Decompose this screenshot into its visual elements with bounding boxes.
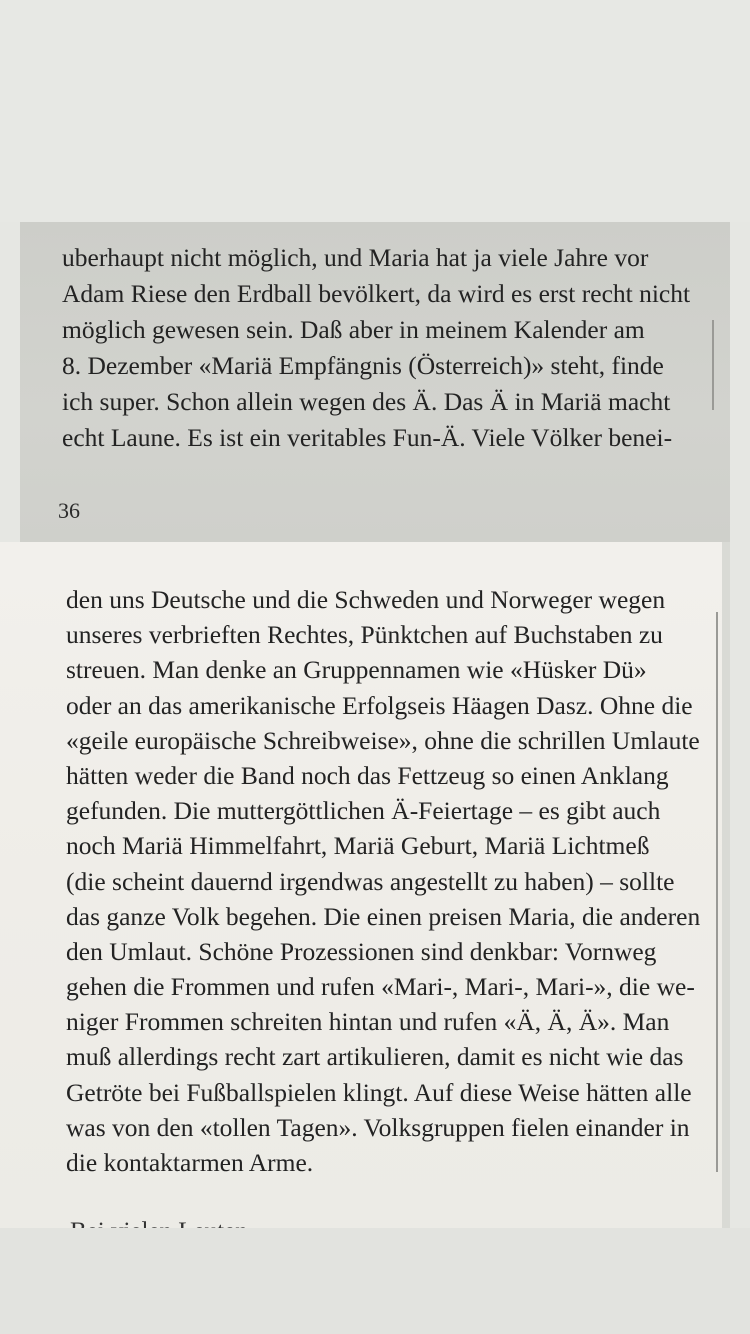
text-line: muß allerdings recht zart artikulieren, damit es nicht wie das (66, 1042, 684, 1072)
text-line: niger Frommen schreiten hintan und rufen «Ä, Ä, Ä». Man (66, 1007, 670, 1037)
text-line: Adam Riese den Erdball bevölkert, da wird es erst recht nicht (62, 279, 691, 308)
margin-pencil-mark (716, 612, 718, 1172)
text-line: 8. Dezember «Mariä Empfängnis (Österreich)» steht, finde (62, 351, 664, 380)
text-line: hätten weder die Band noch das Fettzeug so einen Anklang (66, 760, 669, 790)
text-line: was von den «tollen Tagen». Volksgruppen fielen einander in (66, 1112, 690, 1142)
text-line: das ganze Volk begehen. Die einen preisen Maria, die anderen (66, 901, 701, 931)
bottom-page-text (66, 582, 701, 1180)
background-bottom (0, 1228, 750, 1334)
text-line: Getröte bei Fußballspielen klingt. Auf diese Weise hätten alle (66, 1077, 692, 1107)
text-line: gefunden. Die muttergöttlichen Ä-Feiertage – es gibt auch (66, 796, 661, 826)
text-line: «geile europäische Schreibweise», ohne die schrillen Umlaute (66, 725, 700, 755)
partially-cut-text-line (70, 1214, 680, 1224)
text-line: noch Mariä Himmelfahrt, Mariä Geburt, Mariä Lichtmeß (66, 831, 650, 861)
text-line: die kontaktarmen Arme. (66, 1148, 314, 1177)
text-line: den uns Deutsche und die Schweden und Norweger wegen (66, 585, 666, 614)
page-number: 36 (58, 498, 80, 523)
text-line: echt Laune. Es ist ein veritables Fun-Ä. Viele Völker benei- (62, 423, 673, 452)
text-line: uberhaupt nicht möglich, und Maria hat ja viele Jahre vor (62, 243, 649, 272)
text-line: unseres verbrieften Rechtes, Pünktchen auf Buchstaben zu (66, 620, 663, 650)
text-line: (die scheint dauernd irgendwas angestellt zu haben) – sollte (66, 866, 675, 896)
top-page-text (62, 240, 702, 456)
bottom-book-page (0, 542, 722, 1228)
top-book-page (20, 222, 730, 542)
text-line: oder an das amerikanische Erfolgseis Häagen Dasz. Ohne die (66, 690, 693, 720)
text-line: den Umlaut. Schöne Prozessionen sind denkbar: Vornweg (66, 936, 657, 966)
page-edge (722, 542, 730, 1228)
text-line: ich super. Schon allein wegen des Ä. Das Ä in Mariä macht (62, 387, 671, 416)
margin-pencil-mark (712, 320, 714, 410)
background-top (0, 0, 750, 222)
text-line: gehen die Frommen und rufen «Mari-, Mari-, Mari-», die we- (66, 972, 695, 1002)
text-line: streuen. Man denke an Gruppennamen wie «Hüsker Dü» (66, 655, 647, 685)
text-line: möglich gewesen sein. Daß aber in meinem Kalender am (62, 315, 645, 344)
